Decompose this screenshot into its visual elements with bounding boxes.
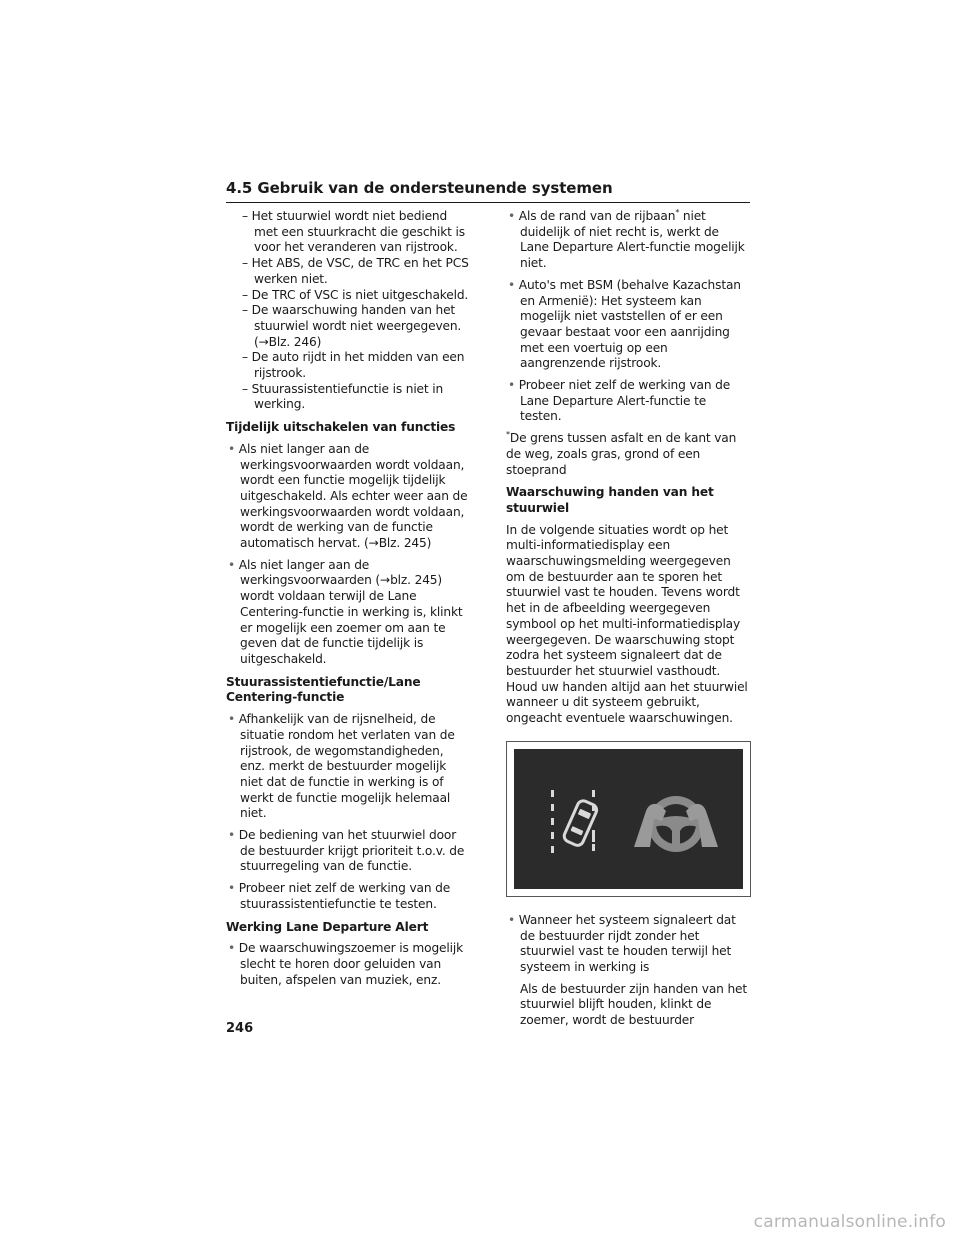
right-column bbox=[506, 209, 751, 1035]
left-column bbox=[226, 209, 471, 994]
footnote-text: De grens tussen asfalt en de kant van de weg, zoals gras, grond of een stoeprand bbox=[506, 431, 737, 477]
dash-item: – Het ABS, de VSC, de TRC en het PCS werken niet. bbox=[226, 256, 471, 287]
bullet-item: • Probeer niet zelf de werking van de stuurassistentiefunctie te testen. bbox=[226, 881, 471, 912]
footnote-marker: * bbox=[675, 207, 680, 217]
heading-temporary-disable: Tijdelijk uitschakelen van functies bbox=[226, 420, 456, 435]
bullet-item: • Als niet langer aan de werkingsvoorwaarden (→blz. 245) wordt voldaan terwijl de Lane Centering-functie in werking is, klinkt er mogelijk een zoemer om aan te geven dat de functie tijdelijk is uitgeschakeld. bbox=[226, 558, 471, 668]
footnote-marker: * bbox=[506, 430, 510, 440]
bullet-item: • De bediening van het stuurwiel door de bestuurder krijgt prioriteit t.o.v. de stuurregeling van de functie. bbox=[226, 828, 471, 875]
heading-steering-assist: Stuurassistentiefunctie/Lane Centering-functie bbox=[226, 674, 421, 705]
heading-lane-departure-alert: Werking Lane Departure Alert bbox=[226, 919, 429, 934]
section-header bbox=[226, 179, 750, 203]
dash-item: – De TRC of VSC is niet uitgeschakeld. bbox=[226, 288, 471, 304]
hands-on-wheel-icon bbox=[634, 796, 718, 852]
dash-item: – Stuurassistentiefunctie is niet in werking. bbox=[226, 382, 471, 413]
dash-item: – De waarschuwing handen van het stuurwiel wordt niet weergegeven. (→Blz. 246) bbox=[226, 303, 471, 350]
footnote bbox=[506, 431, 751, 478]
dash-item: – Het stuurwiel wordt niet bediend met een stuurkracht die geschikt is voor het veranderen van rijstrook. bbox=[226, 209, 471, 256]
bullet-item: • Als niet langer aan de werkingsvoorwaarden wordt voldaan, wordt een functie mogelijk tijdelijk uitgeschakeld. Als echter weer aan de werkingsvoorwaarden wordt voldaan, wordt de werking van de functie automatisch hervat. (→Blz. 245) bbox=[226, 442, 471, 552]
page-number: 246 bbox=[226, 1021, 254, 1036]
bullet-text: Als de rand van de rijbaan bbox=[518, 209, 676, 223]
dash-item: – De auto rijdt in het midden van een rijstrook. bbox=[226, 350, 471, 381]
bullet-item bbox=[506, 209, 751, 272]
watermark: carmanualsonline.info bbox=[753, 1212, 946, 1232]
bullet-item: • De waarschuwingszoemer is mogelijk slecht te horen door geluiden van buiten, afspelen van muziek, enz. bbox=[226, 941, 471, 988]
bullet-text: niet duidelijk of niet recht is, werkt de Lane Departure Alert-functie mogelijk niet. bbox=[520, 209, 745, 271]
lane-departure-icon bbox=[551, 790, 598, 853]
bullet-item: • Afhankelijk van de rijsnelheid, de situatie rondom het verlaten van de rijstrook, de wegomstandigheden, enz. merkt de bestuurder mogelijk niet dat de functie in werking is of werkt de functie mogelijk helemaal niet. bbox=[226, 712, 471, 822]
bullet-item: • Wanneer het systeem signaleert dat de bestuurder rijdt zonder het stuurwiel vast te houden terwijl het systeem in werking is bbox=[506, 913, 751, 976]
sub-paragraph: Als de bestuurder zijn handen van het stuurwiel blijft houden, klinkt de zoemer, wordt de bestuurder bbox=[520, 981, 748, 1028]
heading-hands-off-warning: Waarschuwing handen van het stuurwiel bbox=[506, 485, 714, 515]
section-title: 4.5 Gebruik van de ondersteunende systemen bbox=[226, 179, 613, 197]
bullet-item: • Probeer niet zelf de werking van de Lane Departure Alert-functie te testen. bbox=[506, 378, 751, 425]
display-screen bbox=[514, 749, 743, 889]
paragraph: In de volgende situaties wordt op het multi-informatiedisplay een waarschuwingsmelding weergegeven om de bestuurder aan te sporen het stuurwiel vast te houden. Tevens wordt het in de afbeelding weergegeven symbool op het multi-informatiedisplay weergegeven. De waarschuwing stopt zodra het systeem signaleert dat de bestuurder het stuurwiel vasthoudt. Houd uw handen altijd aan het stuurwiel wanneer u dit systeem gebruikt, ongeacht eventuele waarschuwingen. bbox=[506, 522, 748, 726]
bullet-item: • Auto's met BSM (behalve Kazachstan en Armenië): Het systeem kan mogelijk niet vaststellen of er een gevaar bestaat voor een aanrijding met een voertuig op een aangrenzende rijstrook. bbox=[506, 278, 751, 372]
display-figure bbox=[506, 741, 751, 897]
